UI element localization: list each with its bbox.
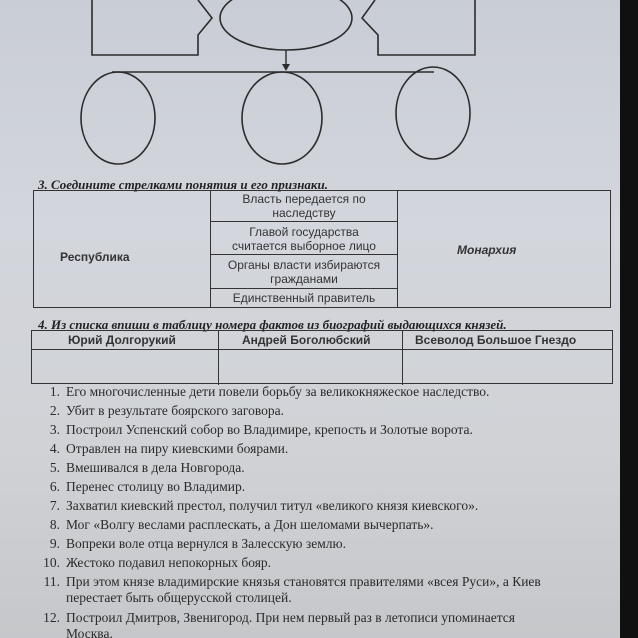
circle-right xyxy=(396,67,470,159)
fact-item: 7. Захватил киевский престол, получил титул «великого князя киевского». xyxy=(49,498,479,513)
task3-title: 3. Соедините стрелками понятия и его признаки. xyxy=(38,177,328,192)
fact-item: 4. Отравлен на пиру киевскими боярами. xyxy=(49,441,289,456)
concept-republic: Республика xyxy=(60,250,130,264)
fact-item: 11. При этом князе владимирские князья становятся правителями «всея Руси», а Киев перестает быть общерусской столицей. xyxy=(43,574,541,605)
column-header-yuri: Юрий Долгорукий xyxy=(68,333,176,347)
center-arrowhead xyxy=(282,64,290,71)
fact-item: 2. Убит в результате боярского заговора. xyxy=(49,403,284,418)
column-header-andrei: Андрей Боголюбский xyxy=(242,333,371,347)
column-header-vsevolod: Всеволод Большое Гнездо xyxy=(415,333,577,347)
scheme-diagram xyxy=(0,0,620,175)
feature-3: Органы власти избираются гражданами xyxy=(211,255,397,289)
header-divider xyxy=(32,349,612,350)
fact-item: 12. Построил Дмитров, Звенигород. При нем первый раз в летописи упоминается Москва. xyxy=(43,610,515,638)
circle-middle xyxy=(242,72,322,164)
right-box xyxy=(362,0,475,55)
fact-item: 5. Вмешивался в дела Новгорода. xyxy=(49,460,245,475)
column-divider xyxy=(402,331,403,385)
column-divider xyxy=(218,331,219,385)
fact-item: 1. Его многочисленные дети повели борьбу за великокняжеское наследство. xyxy=(49,384,490,399)
feature-1: Власть передается по наследству xyxy=(211,190,397,222)
circle-left xyxy=(81,72,155,164)
fact-item: 6. Перенес столицу во Владимир. xyxy=(49,479,246,494)
dark-edge xyxy=(620,0,638,638)
fact-item: 3. Построил Успенский собор во Владимире, крепость и Золотые ворота. xyxy=(49,422,473,437)
concept-monarchy: Монархия xyxy=(457,243,517,257)
concept-table xyxy=(33,190,611,308)
fact-item: 9. Вопреки воле отца вернулся в Залесскую землю. xyxy=(49,536,346,551)
feature-2: Главой государства считается выборное лицо xyxy=(211,222,397,255)
features-column xyxy=(210,190,398,308)
task4-title: 4. Из списка впиши в таблицу номера фактов из биографий выдающихся князей. xyxy=(38,317,507,332)
fact-item: 8. Мог «Волгу веслами расплескать, а Дон шеломами вычерпать». xyxy=(49,517,434,532)
feature-4: Единственный правитель xyxy=(232,291,376,305)
left-box xyxy=(92,0,212,55)
center-oval xyxy=(220,0,352,50)
fact-item: 10. Жестоко подавил непокорных бояр. xyxy=(43,555,272,570)
princes-table xyxy=(31,330,613,384)
